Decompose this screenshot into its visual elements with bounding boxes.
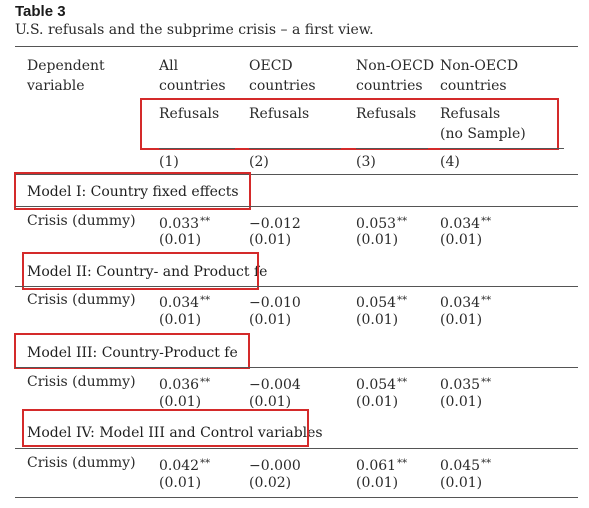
coef-cell: 0.045** — [440, 458, 492, 474]
column-number-1: (1) — [159, 154, 179, 170]
top-rule — [15, 46, 578, 47]
coef-cell: 0.034** — [440, 216, 492, 232]
coef-cell: 0.036** — [159, 377, 211, 393]
subheader-rule-4 — [440, 148, 564, 149]
column-number-4: (4) — [440, 154, 460, 170]
coef-cell: −0.000 — [249, 458, 301, 474]
dependent-variable-header: Dependent variable — [27, 58, 105, 94]
column-group-header-2: OECD countries — [249, 58, 316, 94]
column-group-header-1: All countries — [159, 58, 226, 94]
coef-cell: −0.010 — [249, 295, 301, 311]
se-cell: (0.01) — [356, 475, 399, 491]
coef-cell: 0.054** — [356, 377, 408, 393]
model-rule-1 — [15, 206, 578, 207]
se-cell: (0.01) — [356, 394, 399, 410]
subheader-rule-2 — [249, 148, 341, 149]
se-cell: (0.01) — [249, 394, 292, 410]
coef-cell: 0.042** — [159, 458, 211, 474]
subheader-rule-1 — [159, 148, 235, 149]
column-group-header-4: Non-OECD countries — [440, 58, 519, 94]
column-subheader-4: Refusals (no Sample) — [440, 106, 526, 142]
model-label-3: Model III: Country-Product fe — [27, 345, 238, 361]
se-cell: (0.01) — [249, 312, 292, 328]
se-cell: (0.01) — [159, 475, 202, 491]
column-number-3: (3) — [356, 154, 376, 170]
se-cell: (0.02) — [249, 475, 292, 491]
table-row-label: Crisis (dummy) — [27, 374, 136, 390]
coef-cell: 0.034** — [159, 295, 211, 311]
model-rule-4 — [15, 448, 578, 449]
coef-cell: 0.053** — [356, 216, 408, 232]
se-cell: (0.01) — [249, 232, 292, 248]
model-label-1: Model I: Country fixed effects — [27, 184, 239, 200]
coef-cell: −0.004 — [249, 377, 301, 393]
se-cell: (0.01) — [159, 394, 202, 410]
model-label-2: Model II: Country- and Product fe — [27, 264, 268, 280]
coef-cell: 0.061** — [356, 458, 408, 474]
table-label: Table 3 — [15, 3, 66, 20]
se-cell: (0.01) — [159, 312, 202, 328]
column-subheader-1: Refusals — [159, 106, 220, 122]
coef-cell: 0.033** — [159, 216, 211, 232]
se-cell: (0.01) — [159, 232, 202, 248]
model-highlight-box-4 — [22, 409, 309, 447]
se-cell: (0.01) — [440, 232, 483, 248]
model-label-4: Model IV: Model III and Control variables — [27, 425, 323, 441]
column-number-2: (2) — [249, 154, 269, 170]
coef-cell: 0.034** — [440, 295, 492, 311]
column-subheader-3: Refusals — [356, 106, 417, 122]
subheader-rule-3 — [356, 148, 428, 149]
bottom-rule — [15, 497, 578, 498]
se-cell: (0.01) — [440, 312, 483, 328]
model-rule-2 — [15, 286, 578, 287]
column-group-header-3: Non-OECD countries — [356, 58, 435, 94]
se-cell: (0.01) — [440, 475, 483, 491]
table-row-label: Crisis (dummy) — [27, 213, 136, 229]
se-cell: (0.01) — [356, 312, 399, 328]
model-highlight-box-2 — [22, 252, 259, 290]
model-highlight-box-3 — [14, 333, 250, 369]
coef-cell: −0.012 — [249, 216, 301, 232]
column-subheader-2: Refusals — [249, 106, 310, 122]
se-cell: (0.01) — [356, 232, 399, 248]
se-cell: (0.01) — [440, 394, 483, 410]
coef-cell: 0.035** — [440, 377, 492, 393]
model-highlight-box-1 — [14, 172, 251, 210]
subheader-highlight-box — [140, 98, 559, 150]
table-row-label: Crisis (dummy) — [27, 292, 136, 308]
model-rule-3 — [15, 367, 578, 368]
table-row-label: Crisis (dummy) — [27, 455, 136, 471]
table-caption: U.S. refusals and the subprime crisis – a first view. — [15, 22, 374, 38]
coef-cell: 0.054** — [356, 295, 408, 311]
